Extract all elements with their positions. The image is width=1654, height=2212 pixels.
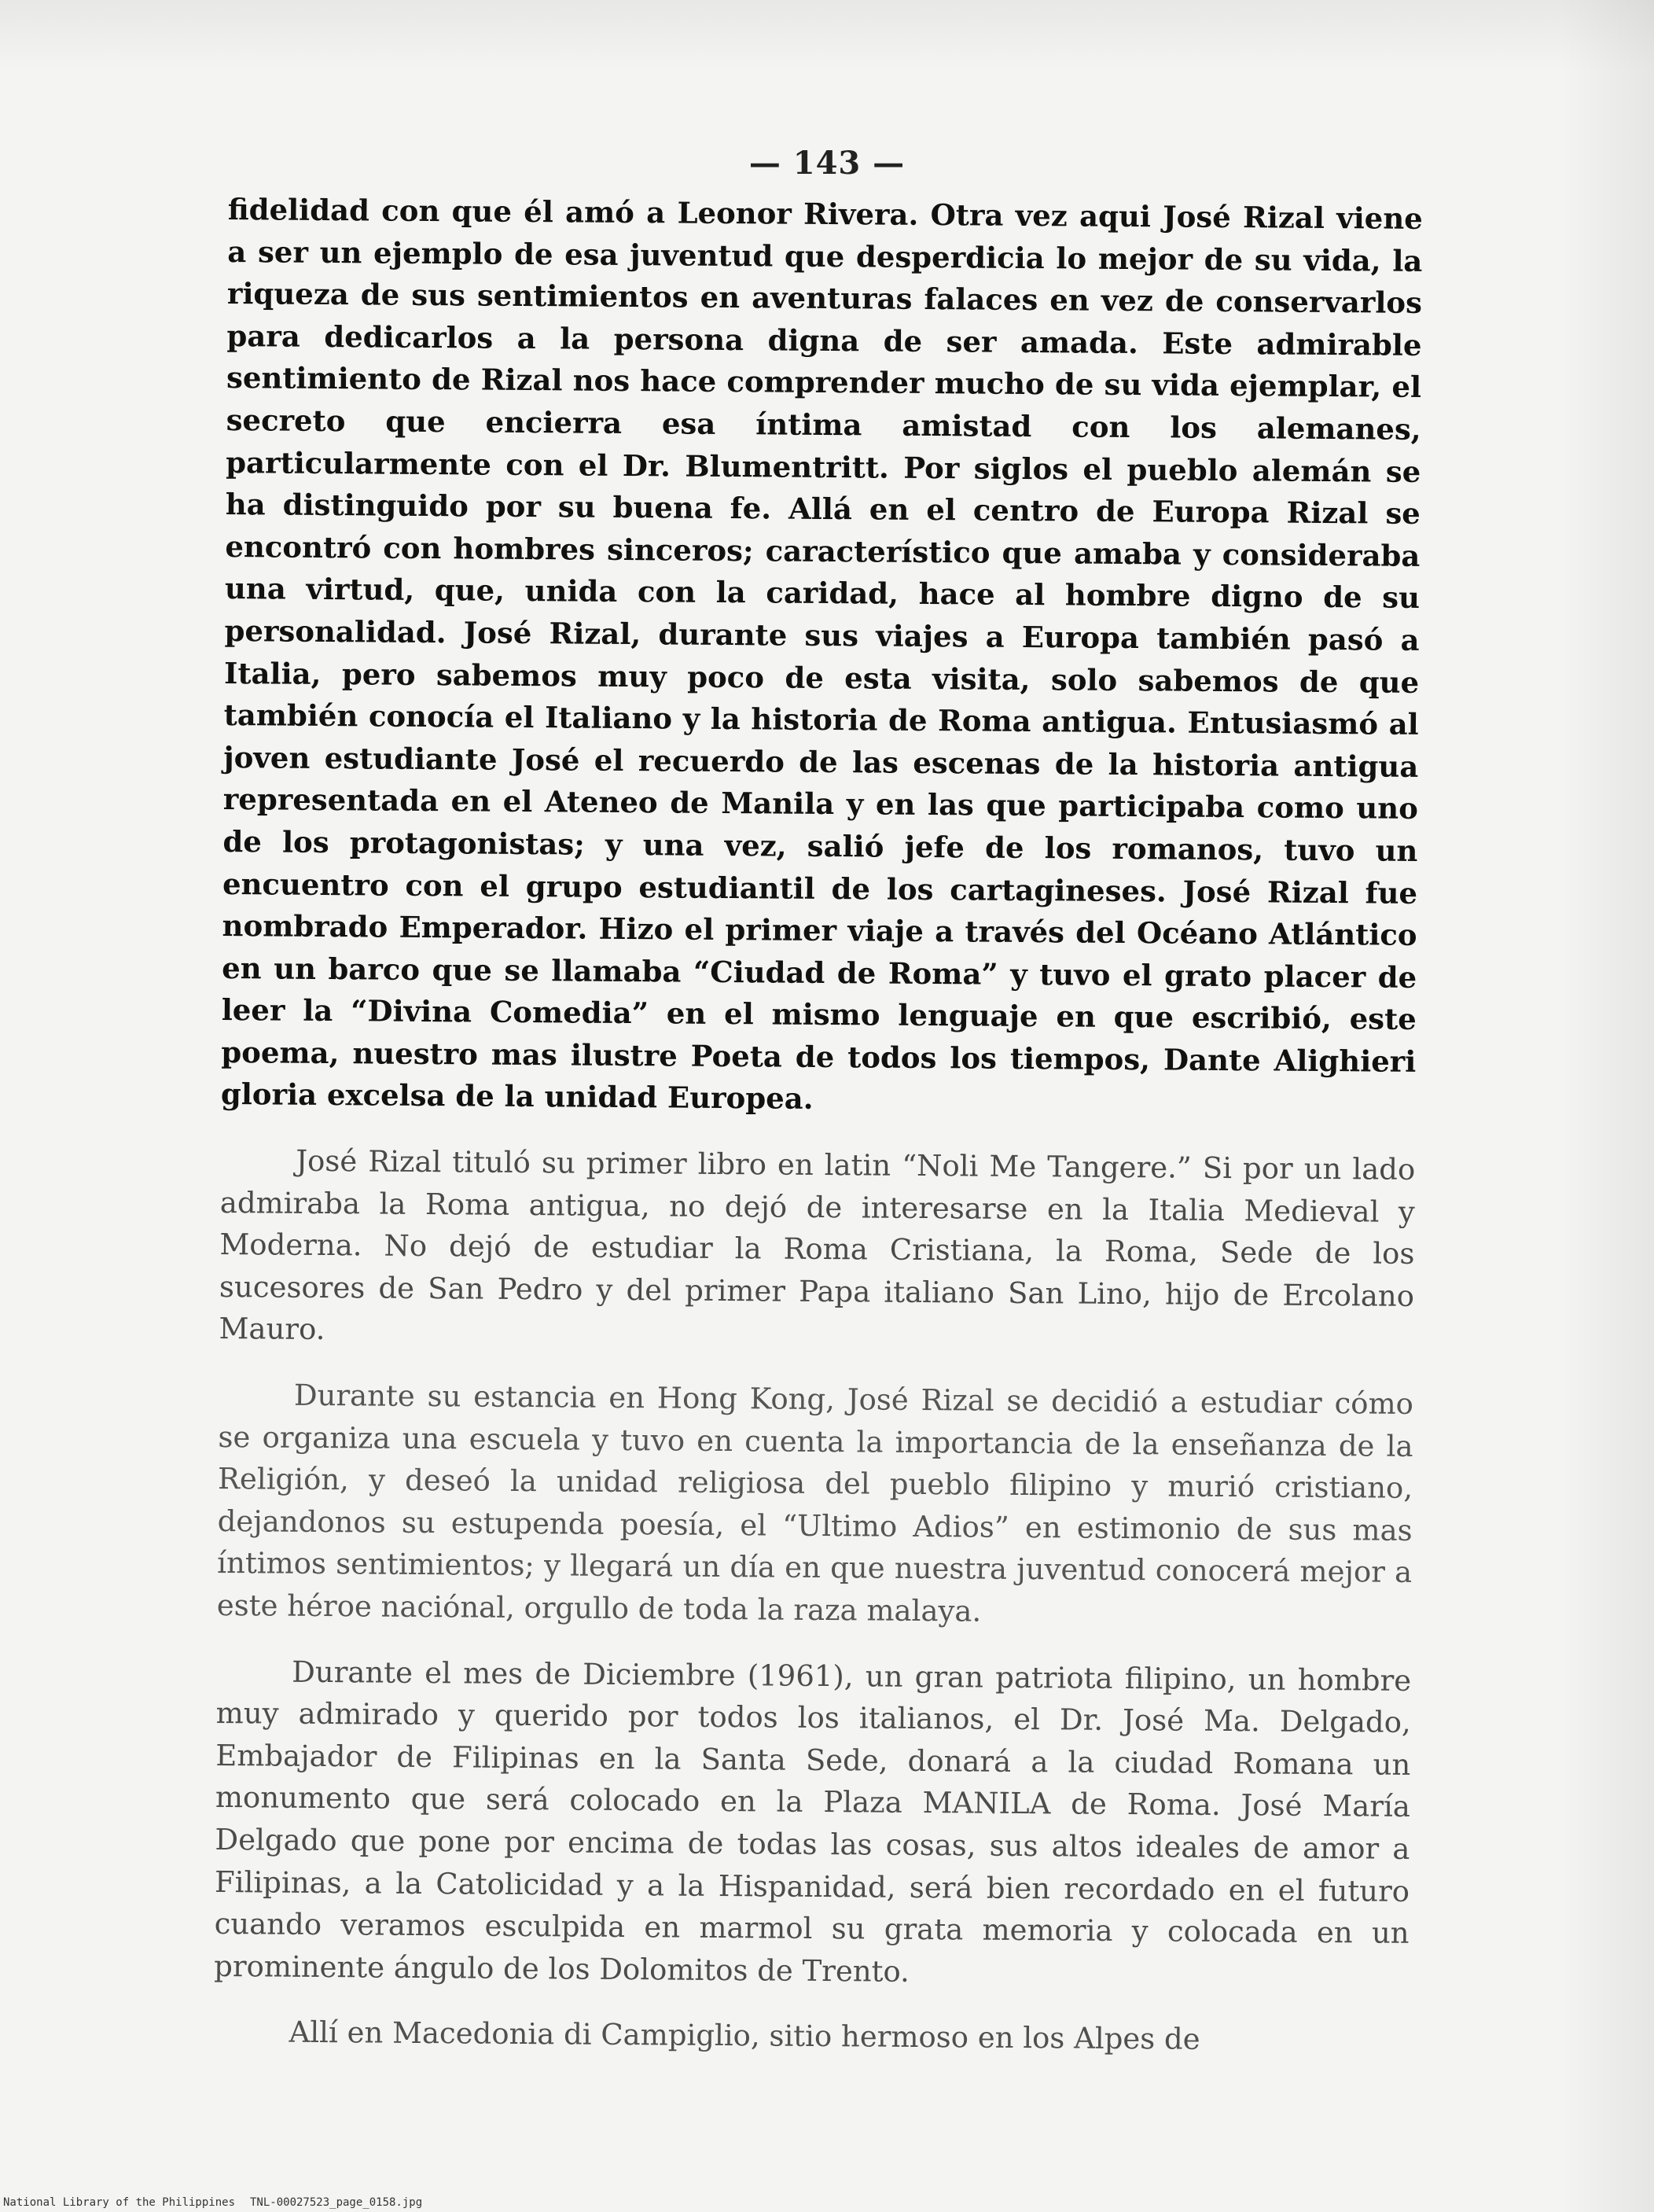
scan-shadow-right [1560, 0, 1654, 2212]
paragraph-2: José Rizal tituló su primer libro en latin “Noli Me Tangere.” Si por un lado admiraba la Roma antigua, no dejó de interesarse en la Italia Medieval y Moderna. No dejó de estudiar la Roma Cristiana, la Roma, Sede de los sucesores de San Pedro y del primer Papa italiano San Lino, hijo de Ercolano Mauro. [219, 1143, 1416, 1347]
body-text [213, 189, 1423, 2063]
page-number: — 143 — [748, 145, 906, 182]
paragraph-3: Durante su estancia en Hong Kong, José Rizal se decidió a estudiar cómo se organiza una escuela y tuvo en cuenta la importancia de la enseñanza de la Religión, y deseó la unidad religiosa del pueblo filipino y murió cristiano, dejandonos su estupenda poesía, el “Ultimo Adios” en estimonio de sus mas íntimos sentimientos; y llegará un día en que nuestra juventud conocerá mejor a este héroe naciónal, orgullo de toda la raza malaya. [216, 1378, 1414, 1629]
footer-library-name: National Library of the Philippines [3, 2196, 236, 2209]
scan-shadow-top [0, 0, 1654, 71]
scan-footer [0, 2188, 1654, 2212]
paragraph-1: fidelidad con que él amó a Leonor Rivera. Otra vez aqui José Rizal viene a ser un ejemplo de esa juventud que desperdicia lo mejor de su vida, la riqueza de sus sentimientos en aventuras falaces en vez de conservarlos para dedicarlos a la persona digna de ser amada. Este admirable sentimiento de Rizal nos hace comprender mucho de su vida ejemplar, el secreto que encierra esa íntima amistad con los alemanes, particularmente con el Dr. Blumentritt. Por siglos el pueblo alemán se ha distinguido por su buena fe. Allá en el centro de Europa Rizal se encontró con hombres sinceros; característico que amaba y consideraba una virtud, que, unida con la caridad, hace al hombre digno de su personalidad. José Rizal, durante sus viajes a Europa también pasó a Italia, pero sabemos muy poco de esta visita, solo sabemos de que también conocía el Italiano y la historia de Roma antigua. Entusiasmó al joven estudiante José el recuerdo de las escenas de la historia antigua representada en el Ateneo de Manila y en las que participaba como uno de los protagonistas; y una vez, salió jefe de los romanos, tuvo un encuentro con el grupo estudiantil de los cartagineses. José Rizal fue nombrado Emperador. Hizo el primer viaje a través del Océano Atlántico en un barco que se llamaba “Ciudad de Roma” y tuvo el grato placer de leer la “Divina Comedia” en el mismo lenguaje en que escribió, este poema, nuestro mas ilustre Poeta de todos los tiempos, Dante Alighieri gloria excelsa de la unidad Europea. [220, 191, 1423, 1117]
paragraph-4: Durante el mes de Diciembre (1961), un gran patriota filipino, un hombre muy admirado y querido por todos los italianos, el Dr. José Ma. Delgado, Embajador de Filipinas en la Santa Sede, donará a la ciudad Romana un monumento que será colocado en la Plaza MANILA de Roma. José María Delgado que pone por encima de todas las cosas, sus altos ideales de amor a Filipinas, a la Catolicidad y a la Hispanidad, será bien recordado en el futuro cuando veramos esculpida en marmol su grata memoria y colocada en un prominente ángulo de los Dolomitos de Trento. [214, 1654, 1412, 1989]
footer-file-id: TNL-00027523_page_0158.jpg [250, 2196, 423, 2209]
paragraph-5: Allí en Macedonia di Campiglio, sitio hermoso en los Alpes de [289, 2015, 1200, 2057]
